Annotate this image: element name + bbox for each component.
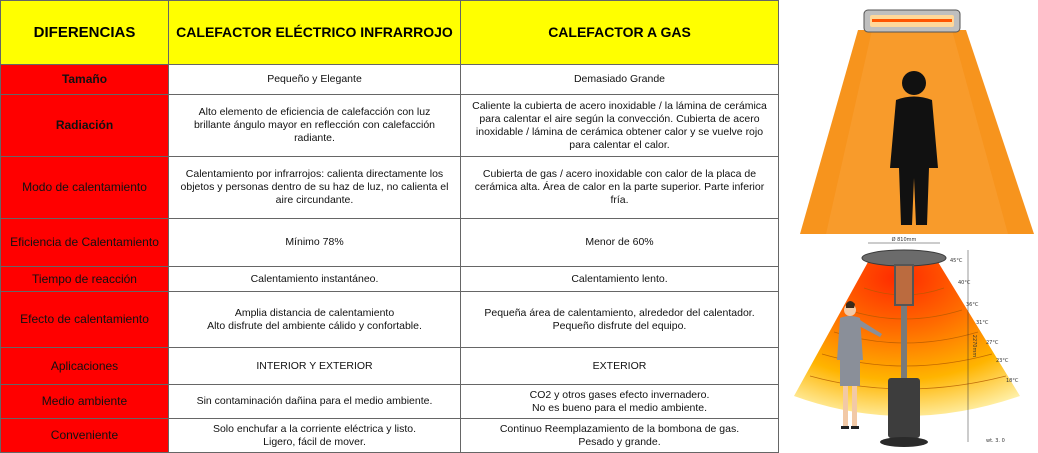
temp-label: 36°C [966,302,979,308]
electric-heater-illustration [800,0,1038,234]
header-row [1,1,779,65]
row-label: Eficiencia de Calentamiento [1,219,169,267]
gas-cell: Demasiado Grande [461,65,779,95]
table-row [1,419,779,453]
electric-cell: Sin contaminación dañina para el medio ambiente. [169,385,461,419]
table-row [1,95,779,157]
header-gas: CALEFACTOR A GAS [461,1,779,65]
row-label: Medio ambiente [1,385,169,419]
infrared-heater-icon [864,10,960,32]
row-label: Modo de calentamiento [1,157,169,219]
row-label: Radiación [1,95,169,157]
temp-label: 31°C [976,320,989,326]
gas-cell: CO2 y otros gases efecto invernadero. No es bueno para el medio ambiente. [461,385,779,419]
table-row [1,219,779,267]
table-row [1,348,779,385]
temp-label: 40°C [958,280,971,286]
gas-cell: EXTERIOR [461,348,779,385]
temp-label: 18°C [1006,378,1019,384]
gas-cell: Calentamiento lento. [461,267,779,292]
table-row [1,385,779,419]
electric-cell: Alto elemento de eficiencia de calefacción con luz brillante ángulo mayor en reflección con calefacción radiante. [169,95,461,157]
table-row [1,157,779,219]
electric-cell: INTERIOR Y EXTERIOR [169,348,461,385]
electric-cell: Calentamiento instantáneo. [169,267,461,292]
footnote-label: wt. 3. 0 [986,438,1005,444]
gas-cell: Continuo Reemplazamiento de la bombona de gas. Pesado y grande. [461,419,779,453]
header-electric: CALEFACTOR ELÉCTRICO INFRARROJO [169,1,461,65]
table-row [1,292,779,348]
gas-cell: Menor de 60% [461,219,779,267]
electric-cell: Calentamiento por infrarrojos: calienta directamente los objetos y personas dentro de su haz de luz, no calienta el aire circundante. [169,157,461,219]
electric-cell: Pequeño y Elegante [169,65,461,95]
diameter-label: Ø 810mm [891,237,917,243]
electric-cell: Amplia distancia de calentamiento Alto disfrute del ambiente cálido y confortable. [169,292,461,348]
electric-cell: Solo enchufar a la corriente eléctrica y listo. Ligero, fácil de mover. [169,419,461,453]
row-label: Aplicaciones [1,348,169,385]
gas-cell: Cubierta de gas / acero inoxidable con calor de la placa de cerámica alta. Área de calor en la parte superior. Parte inferior fría. [461,157,779,219]
table-row [1,65,779,95]
gas-cell: Pequeña área de calentamiento, alrededor del calentador. Pequeño disfrute del equipo. [461,292,779,348]
row-label: Tiempo de reacción [1,267,169,292]
header-diferencias: DIFERENCIAS [1,1,169,65]
gas-heater-illustration [790,236,1038,452]
electric-cell: Mínimo 78% [169,219,461,267]
row-label: Tamaño [1,65,169,95]
row-label: Conveniente [1,419,169,453]
gas-cell: Caliente la cubierta de acero inoxidable / la lámina de cerámica para calentar el aire según la convección. Cubierta de acero inoxidable / lámina de cerámica obtener calor y se vuelve rojo para calentar el calor. [461,95,779,157]
temp-label: 45°C [950,258,963,264]
diameter-dimension [868,236,940,243]
row-label: Efecto de calentamiento [1,292,169,348]
table-row [1,267,779,292]
temp-label: 23°C [996,358,1009,364]
height-label: 2270mm [971,334,977,358]
temp-label: 27°C [986,340,999,346]
